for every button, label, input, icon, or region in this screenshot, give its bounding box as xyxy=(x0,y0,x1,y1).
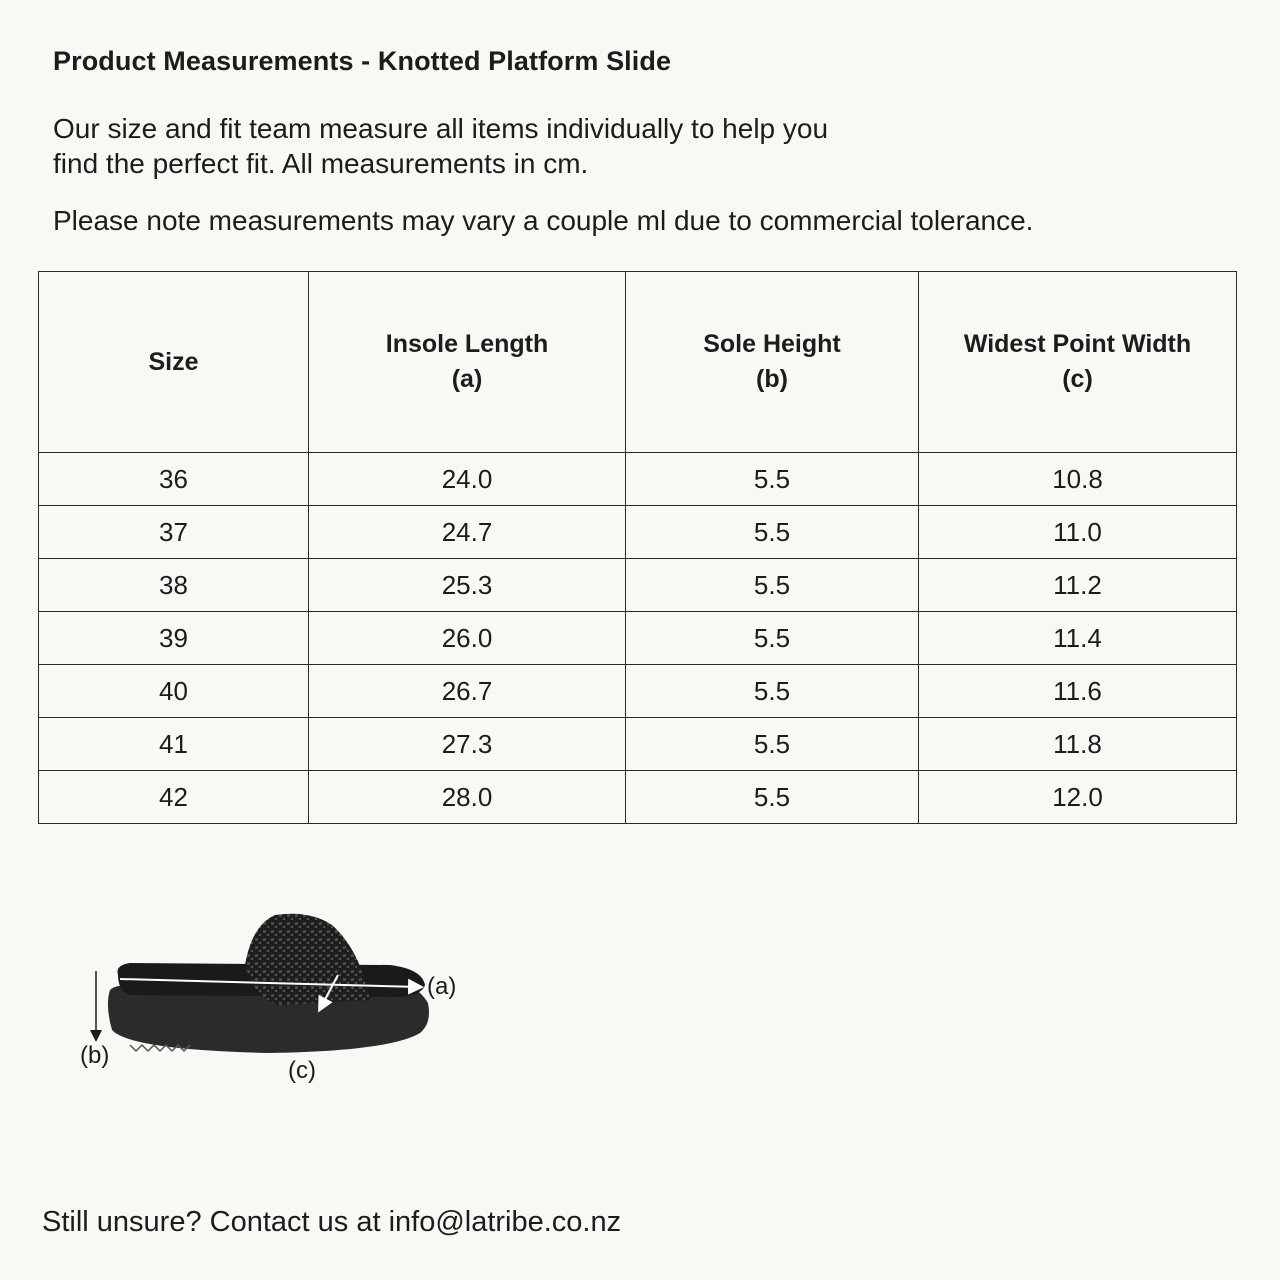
cell-insole-length: 26.0 xyxy=(309,612,626,665)
cell-widest-width: 11.4 xyxy=(919,612,1237,665)
table-row xyxy=(39,612,1237,665)
cell-widest-width: 11.6 xyxy=(919,665,1237,718)
cell-size: 36 xyxy=(39,453,309,506)
cell-size: 38 xyxy=(39,559,309,612)
table-row xyxy=(39,665,1237,718)
header-insole-length-sub: (a) xyxy=(451,365,483,393)
table-row xyxy=(39,506,1237,559)
cell-insole-length: 25.3 xyxy=(309,559,626,612)
cell-sole-height: 5.5 xyxy=(626,453,919,506)
tolerance-note: Please note measurements may vary a couple ml due to commercial tolerance. xyxy=(53,205,1034,236)
header-widest-point-sub: (c) xyxy=(1062,365,1093,393)
cell-size: 39 xyxy=(39,612,309,665)
cell-sole-height: 5.5 xyxy=(626,665,919,718)
cell-insole-length: 24.0 xyxy=(309,453,626,506)
header-size xyxy=(39,272,309,453)
table-row xyxy=(39,718,1237,771)
cell-sole-height: 5.5 xyxy=(626,612,919,665)
cell-sole-height: 5.5 xyxy=(626,718,919,771)
cell-widest-width: 11.0 xyxy=(919,506,1237,559)
contact-footer: Still unsure? Contact us at info@latribe.co.nz xyxy=(42,1206,622,1238)
cell-widest-width: 12.0 xyxy=(919,771,1237,824)
cell-sole-height: 5.5 xyxy=(626,771,919,824)
cell-insole-length: 28.0 xyxy=(309,771,626,824)
cell-sole-height: 5.5 xyxy=(626,506,919,559)
header-sole-height xyxy=(626,272,919,453)
label-b: (b) xyxy=(80,1042,110,1069)
cell-size: 41 xyxy=(39,718,309,771)
cell-widest-width: 11.2 xyxy=(919,559,1237,612)
header-size-label: Size xyxy=(148,347,199,376)
table-header-row xyxy=(39,272,1237,453)
header-insole-length-label: Insole Length xyxy=(385,330,549,358)
cell-size: 42 xyxy=(39,771,309,824)
table-row xyxy=(39,559,1237,612)
label-a: (a) xyxy=(427,973,457,1000)
cell-widest-width: 10.8 xyxy=(919,453,1237,506)
cell-insole-length: 26.7 xyxy=(309,665,626,718)
cell-sole-height: 5.5 xyxy=(626,559,919,612)
header-sole-height-label: Sole Height xyxy=(703,330,841,358)
table-row xyxy=(39,771,1237,824)
size-table xyxy=(38,271,1237,824)
cell-widest-width: 11.8 xyxy=(919,718,1237,771)
intro-text xyxy=(53,111,913,181)
intro-line-2: find the perfect fit. All measurements in cm. xyxy=(53,148,589,179)
cell-insole-length: 24.7 xyxy=(309,506,626,559)
table-row xyxy=(39,453,1237,506)
cell-size: 37 xyxy=(39,506,309,559)
header-insole-length xyxy=(309,272,626,453)
label-c: (c) xyxy=(288,1057,316,1084)
cell-size: 40 xyxy=(39,665,309,718)
page-title: Product Measurements - Knotted Platform Slide xyxy=(53,46,672,76)
header-sole-height-sub: (b) xyxy=(756,365,788,393)
shoe-measurement-diagram xyxy=(70,905,490,1095)
header-widest-point xyxy=(919,272,1237,453)
intro-line-1: Our size and fit team measure all items individually to help you xyxy=(53,113,829,144)
cell-insole-length: 27.3 xyxy=(309,718,626,771)
header-widest-point-label: Widest Point Width xyxy=(963,330,1192,358)
